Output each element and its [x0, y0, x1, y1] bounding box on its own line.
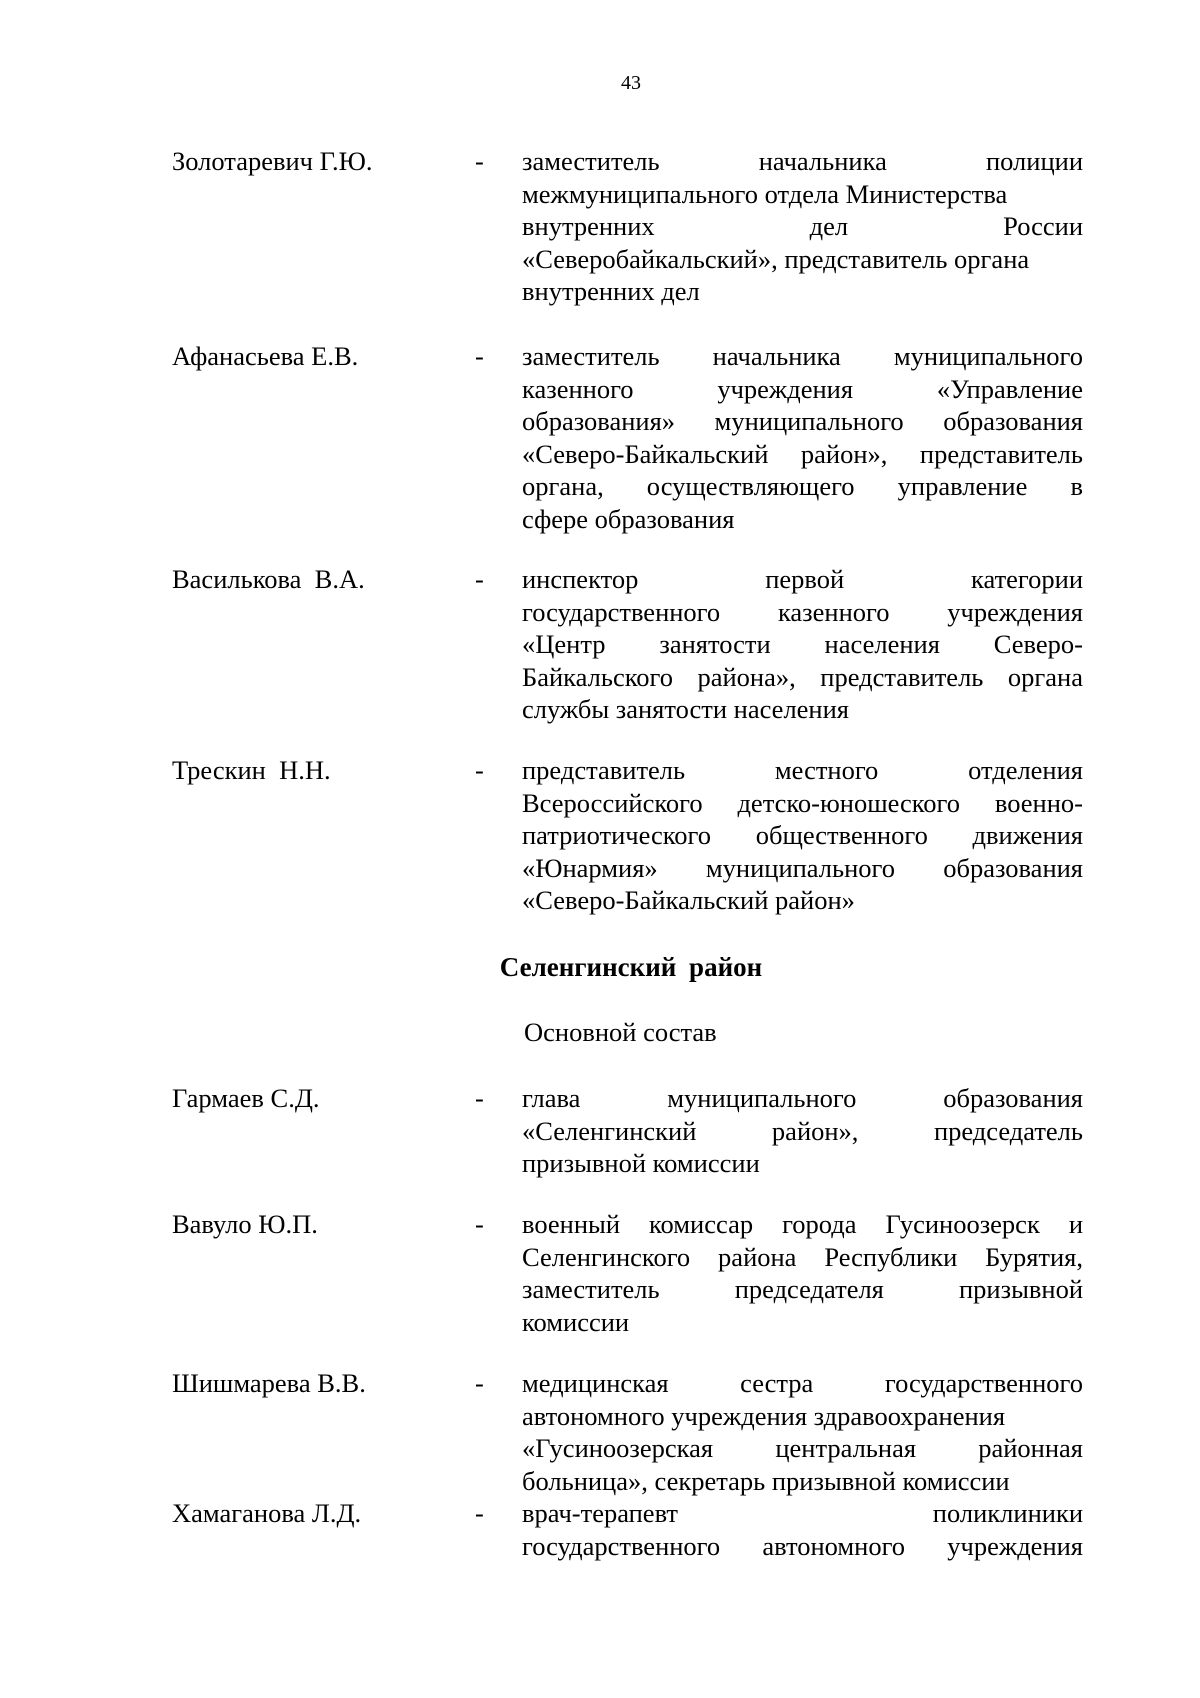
subsection-title: Основной состав: [524, 1017, 717, 1047]
position-line: заместитель начальника полиции: [522, 146, 1083, 176]
member-name: Трескин Н.Н.: [172, 755, 331, 785]
position-line: «Северо-Байкальский район», представитель: [522, 438, 1083, 469]
position-line: больница», секретарь призывной комиссии: [522, 1465, 1010, 1496]
position-line: автономного учреждения здравоохранения: [522, 1400, 1006, 1431]
member-position: [522, 754, 1083, 917]
position-line: комиссии: [522, 1306, 630, 1337]
member-position: [522, 1367, 1083, 1497]
member-position: [522, 1082, 1083, 1180]
position-line: медицинская сестра государственного: [522, 1368, 1083, 1398]
position-line: Байкальского района», представитель органа: [522, 661, 1083, 692]
position-line: призывной комиссии: [522, 1148, 760, 1178]
page-number: 43: [621, 72, 641, 94]
position-line: глава муниципального образования: [522, 1083, 1083, 1113]
member-position: [522, 1208, 1083, 1338]
position-line: органа, осуществляющего управление в: [522, 471, 1083, 501]
position-line: «Гусиноозерская центральная районная: [522, 1433, 1083, 1463]
position-line: «Юнармия» муниципального образования: [522, 852, 1083, 883]
member-name: Василькова В.А.: [172, 564, 365, 594]
position-line: врач-терапевт поликлиники: [522, 1498, 1083, 1528]
dash: -: [475, 755, 484, 785]
dash: -: [475, 1209, 484, 1239]
dash: -: [475, 564, 484, 594]
position-line: казенного учреждения «Управление: [522, 373, 1083, 404]
position-line: внутренних дел России: [522, 211, 1083, 241]
position-line: государственного автономного учреждения: [522, 1530, 1083, 1561]
member-name: Шишмарева В.В.: [172, 1368, 366, 1398]
member-position: [522, 340, 1083, 535]
position-line: заместитель председателя призывной: [522, 1274, 1083, 1304]
position-line: сфере образования: [522, 503, 735, 534]
position-line: межмуниципального отдела Министерства: [522, 178, 1008, 209]
section-title: Селенгинский район: [499, 952, 763, 982]
member-position: [522, 1497, 1083, 1562]
dash: -: [475, 341, 484, 371]
member-name: Гармаев С.Д.: [172, 1083, 320, 1113]
position-line: представитель местного отделения: [522, 755, 1083, 785]
member-name: Золотаревич Г.Ю.: [172, 146, 373, 176]
position-line: Селенгинского района Республики Бурятия,: [522, 1241, 1083, 1272]
member-name: Хамаганова Л.Д.: [172, 1498, 362, 1528]
dash: -: [475, 1368, 484, 1398]
position-line: внутренних дел: [522, 276, 700, 306]
member-position: [522, 145, 1083, 308]
member-name: Афанасьева Е.В.: [172, 341, 359, 371]
position-line: «Центр занятости населения Северо-: [522, 629, 1083, 659]
member-name: Вавуло Ю.П.: [172, 1209, 318, 1239]
position-line: инспектор первой категории: [522, 564, 1083, 594]
position-line: государственного казенного учреждения: [522, 596, 1083, 627]
position-line: образования» муниципального образования: [522, 406, 1083, 436]
member-position: [522, 563, 1083, 726]
position-line: патриотического общественного движения: [522, 820, 1083, 850]
position-line: Всероссийского детско-юношеского военно-: [522, 787, 1083, 818]
dash: -: [475, 1498, 484, 1528]
dash: -: [475, 1083, 484, 1113]
position-line: военный комиссар города Гусиноозерск и: [522, 1209, 1083, 1239]
position-line: «Селенгинский район», председатель: [522, 1115, 1083, 1146]
position-line: «Северо-Байкальский район»: [522, 885, 855, 915]
dash: -: [475, 146, 484, 176]
position-line: службы занятости населения: [522, 694, 849, 724]
position-line: заместитель начальника муниципального: [522, 341, 1083, 371]
position-line: «Северобайкальский», представитель органа: [522, 243, 1030, 274]
